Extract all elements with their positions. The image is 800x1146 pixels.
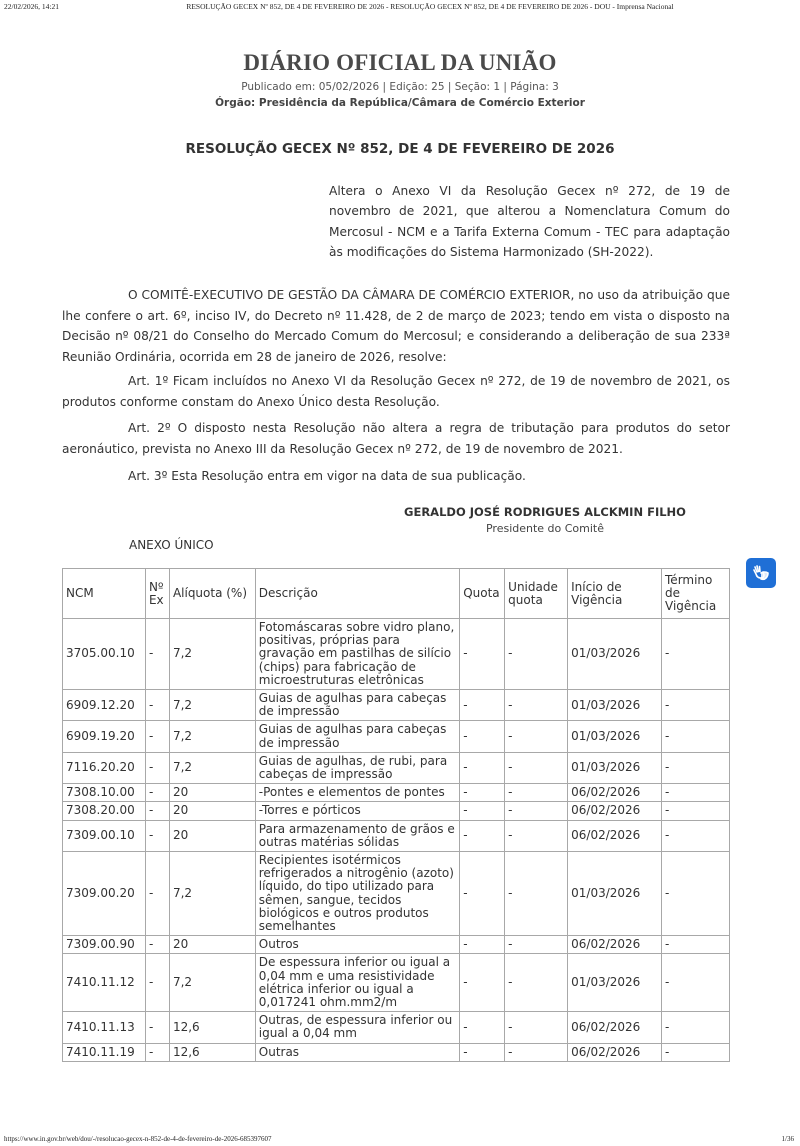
resolution-ementa: Altera o Anexo VI da Resolução Gecex nº 272, de 19 de novembro de 2021, que alterou a Nomenclatura Comum do Mercosul - NCM e a Tarifa Externa Comum - TEC para adaptação às modificações do Sistema Harmonizado (SH-2022). (329, 184, 730, 260)
cell-ncm: 7410.11.19 (63, 1043, 146, 1061)
cell-unidade: - (505, 936, 568, 954)
cell-inicio: 06/02/2026 (568, 936, 662, 954)
cell-quota: - (460, 752, 505, 783)
cell-inicio: 06/02/2026 (568, 1043, 662, 1061)
cell-descricao: Fotomáscaras sobre vidro plano, positivas, próprias para gravação em pastilhas de silício (chips) para fabricação de microestruturas eletrônicas (255, 619, 459, 690)
cell-inicio: 01/03/2026 (568, 752, 662, 783)
newspaper-title: DIÁRIO OFICIAL DA UNIÃO (243, 50, 557, 75)
table-row (63, 954, 730, 1012)
cell-unidade: - (505, 784, 568, 802)
table-row (63, 820, 730, 851)
cell-unidade: - (505, 752, 568, 783)
cell-aliquota: 20 (169, 820, 255, 851)
cell-inicio: 06/02/2026 (568, 802, 662, 820)
cell-inicio: 01/03/2026 (568, 852, 662, 936)
cell-termino: - (662, 820, 730, 851)
cell-quota: - (460, 1012, 505, 1043)
print-header (0, 0, 800, 14)
cell-termino: - (662, 721, 730, 752)
cell-ex: - (145, 752, 169, 783)
cell-termino: - (662, 784, 730, 802)
cell-descricao: De espessura inferior ou igual a 0,04 mm e uma resistividade elétrica inferior ou igual a 0,017241 ohm.mm2/m (255, 954, 459, 1012)
cell-aliquota: 7,2 (169, 954, 255, 1012)
article-2 (62, 418, 730, 459)
cell-termino: - (662, 802, 730, 820)
cell-ex: - (145, 690, 169, 721)
cell-termino: - (662, 619, 730, 690)
cell-ex: - (145, 820, 169, 851)
cell-unidade: - (505, 802, 568, 820)
cell-unidade: - (505, 852, 568, 936)
cell-aliquota: 7,2 (169, 852, 255, 936)
page-url: https://www.in.gov.br/web/dou/-/resolucao-gecex-n-852-de-4-de-fevereiro-de-2026-685397607 (4, 1135, 272, 1143)
cell-quota: - (460, 1043, 505, 1061)
header-aliquota: Alíquota (%) (169, 569, 255, 619)
article-3-text: Art. 3º Esta Resolução entra em vigor na data de sua publicação. (128, 469, 526, 483)
cell-descricao: -Torres e pórticos (255, 802, 459, 820)
cell-ncm: 7309.00.20 (63, 852, 146, 936)
cell-unidade: - (505, 721, 568, 752)
cell-aliquota: 7,2 (169, 721, 255, 752)
annex-table (62, 568, 730, 1062)
header-inicio-vigencia: Início de Vigência (568, 569, 662, 619)
table-row (63, 1012, 730, 1043)
cell-quota: - (460, 936, 505, 954)
cell-descricao: -Pontes e elementos de pontes (255, 784, 459, 802)
cell-unidade: - (505, 619, 568, 690)
table-row (63, 1043, 730, 1061)
cell-descricao: Recipientes isotérmicos refrigerados a nitrogênio (azoto) líquido, do tipo utilizado para sêmen, sangue, tecidos biológicos e outros produtos semelhantes (255, 852, 459, 936)
table-row (63, 802, 730, 820)
cell-ex: - (145, 619, 169, 690)
cell-quota: - (460, 721, 505, 752)
cell-termino: - (662, 1043, 730, 1061)
table-row (63, 936, 730, 954)
article-1-text: Art. 1º Ficam incluídos no Anexo VI da Resolução Gecex nº 272, de 19 de novembro de 2021, os produtos conforme constam do Anexo Único desta Resolução. (62, 374, 730, 409)
table-row (63, 784, 730, 802)
preamble-text: O COMITÊ-EXECUTIVO DE GESTÃO DA CÂMARA DE COMÉRCIO EXTERIOR, no uso da atribuição que lhe confere o art. 6º, inciso IV, do Decreto nº 11.428, de 2 de março de 2023; tendo em vista o disposto na Decisão nº 08/21 do Conselho do Mercado Comum do Mercosul; e considerando a deliberação de sua 233ª Reunião Ordinária, ocorrida em 28 de janeiro de 2026, resolve: (62, 288, 730, 364)
header-unidade-quota: Unidade quota (505, 569, 568, 619)
cell-descricao: Outras (255, 1043, 459, 1061)
article-3 (62, 466, 730, 487)
article-2-text: Art. 2º O disposto nesta Resolução não altera a regra de tributação para produtos do setor aeronáutico, prevista no Anexo III da Resolução Gecex nº 272, de 19 de novembro de 2021. (62, 421, 730, 456)
cell-termino: - (662, 1012, 730, 1043)
page-number: 1/36 (781, 1135, 794, 1143)
cell-termino: - (662, 936, 730, 954)
annex-title: ANEXO ÚNICO (129, 538, 214, 552)
publication-info: Publicado em: 05/02/2026 | Edição: 25 | Seção: 1 | Página: 3 (241, 81, 559, 93)
header-termino-vigencia: Término de Vigência (662, 569, 730, 619)
table-row (63, 690, 730, 721)
table-row (63, 619, 730, 690)
annex-table-body (63, 619, 730, 1062)
cell-aliquota: 20 (169, 936, 255, 954)
cell-ex: - (145, 721, 169, 752)
cell-quota: - (460, 619, 505, 690)
cell-ncm: 7309.00.10 (63, 820, 146, 851)
cell-unidade: - (505, 820, 568, 851)
cell-ex: - (145, 784, 169, 802)
cell-quota: - (460, 820, 505, 851)
cell-ex: - (145, 1012, 169, 1043)
article-1 (62, 371, 730, 412)
print-footer (0, 1135, 800, 1146)
cell-ex: - (145, 852, 169, 936)
table-row (63, 852, 730, 936)
cell-ncm: 7308.20.00 (63, 802, 146, 820)
cell-ncm: 3705.00.10 (63, 619, 146, 690)
header-ex: Nº Ex (145, 569, 169, 619)
preamble-paragraph (62, 285, 730, 367)
vlibras-accessibility-button[interactable] (746, 558, 776, 588)
cell-descricao: Guias de agulhas para cabeças de impressão (255, 721, 459, 752)
cell-aliquota: 7,2 (169, 752, 255, 783)
cell-unidade: - (505, 1012, 568, 1043)
cell-ncm: 6909.19.20 (63, 721, 146, 752)
cell-ncm: 6909.12.20 (63, 690, 146, 721)
cell-aliquota: 20 (169, 784, 255, 802)
table-row (63, 721, 730, 752)
print-datetime: 22/02/2026, 14:21 (4, 2, 60, 11)
header-ncm: NCM (63, 569, 146, 619)
cell-ex: - (145, 954, 169, 1012)
cell-inicio: 01/03/2026 (568, 619, 662, 690)
cell-ncm: 7410.11.12 (63, 954, 146, 1012)
signature-block (380, 505, 710, 535)
header-descricao: Descrição (255, 569, 459, 619)
cell-termino: - (662, 852, 730, 936)
signatory-name: GERALDO JOSÉ RODRIGUES ALCKMIN FILHO (404, 505, 686, 519)
cell-descricao: Guias de agulhas para cabeças de impressão (255, 690, 459, 721)
cell-inicio: 06/02/2026 (568, 1012, 662, 1043)
cell-inicio: 01/03/2026 (568, 690, 662, 721)
signatory-role: Presidente do Comitê (485, 522, 605, 535)
cell-ex: - (145, 1043, 169, 1061)
cell-quota: - (460, 802, 505, 820)
cell-unidade: - (505, 690, 568, 721)
cell-aliquota: 7,2 (169, 619, 255, 690)
cell-ncm: 7410.11.13 (63, 1012, 146, 1043)
resolution-title: RESOLUÇÃO GECEX Nº 852, DE 4 DE FEVEREIRO DE 2026 (185, 141, 615, 157)
cell-inicio: 01/03/2026 (568, 954, 662, 1012)
cell-termino: - (662, 954, 730, 1012)
cell-quota: - (460, 852, 505, 936)
cell-unidade: - (505, 954, 568, 1012)
cell-inicio: 06/02/2026 (568, 820, 662, 851)
cell-quota: - (460, 954, 505, 1012)
issuing-body: Órgão: Presidência da República/Câmara de Comércio Exterior (215, 97, 585, 109)
cell-ex: - (145, 936, 169, 954)
cell-quota: - (460, 690, 505, 721)
table-row (63, 752, 730, 783)
cell-aliquota: 20 (169, 802, 255, 820)
cell-descricao: Outras, de espessura inferior ou igual a 0,04 mm (255, 1012, 459, 1043)
cell-aliquota: 12,6 (169, 1043, 255, 1061)
cell-aliquota: 12,6 (169, 1012, 255, 1043)
cell-ncm: 7116.20.20 (63, 752, 146, 783)
cell-inicio: 01/03/2026 (568, 721, 662, 752)
cell-ncm: 7308.10.00 (63, 784, 146, 802)
cell-descricao: Para armazenamento de grãos e outras matérias sólidas (255, 820, 459, 851)
cell-aliquota: 7,2 (169, 690, 255, 721)
cell-descricao: Guias de agulhas, de rubi, para cabeças de impressão (255, 752, 459, 783)
cell-termino: - (662, 752, 730, 783)
cell-descricao: Outros (255, 936, 459, 954)
cell-inicio: 06/02/2026 (568, 784, 662, 802)
print-page-title: RESOLUÇÃO GECEX Nº 852, DE 4 DE FEVEREIRO DE 2026 - RESOLUÇÃO GECEX Nº 852, DE 4 DE FEVEREIRO DE 2026 - DOU - Imprensa Nacional (186, 2, 674, 11)
cell-termino: - (662, 690, 730, 721)
vlibras-hands-icon (751, 563, 771, 583)
cell-ex: - (145, 802, 169, 820)
header-quota: Quota (460, 569, 505, 619)
cell-quota: - (460, 784, 505, 802)
cell-ncm: 7309.00.90 (63, 936, 146, 954)
table-header-row (63, 569, 730, 619)
cell-unidade: - (505, 1043, 568, 1061)
masthead (0, 50, 800, 109)
